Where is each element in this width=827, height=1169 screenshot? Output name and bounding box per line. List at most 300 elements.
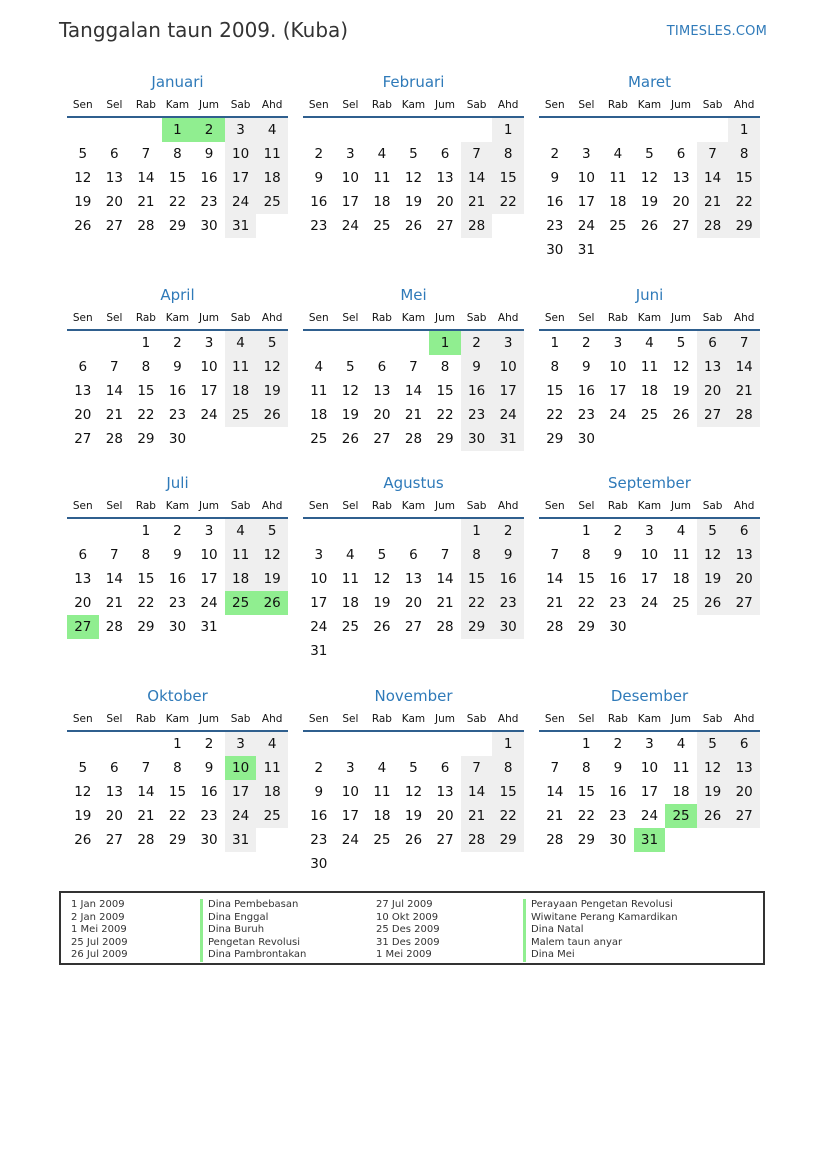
day-cell: 9 — [314, 170, 324, 186]
day-cell: 10 — [341, 784, 359, 800]
empty-cell — [539, 118, 571, 142]
day-cell: 24 — [609, 407, 627, 423]
day-cell: 12 — [256, 543, 288, 567]
day-cell: 18 — [310, 407, 328, 423]
weekday-label: Sen — [72, 713, 93, 725]
day-cell: 10 — [341, 170, 359, 186]
weekday-label: Sel — [106, 312, 123, 324]
weekday-header — [67, 495, 288, 519]
holiday-legend — [59, 891, 765, 965]
day-cell: 14 — [461, 780, 493, 804]
weekday-label: Jum — [199, 500, 220, 512]
day-cell: 31 — [200, 619, 218, 635]
day-cell: 11 — [672, 760, 690, 776]
day-cell: 25 — [640, 407, 659, 423]
day-cell: 5 — [697, 732, 729, 756]
month-name: Juni — [635, 286, 664, 304]
month-april — [67, 285, 288, 451]
holiday-day-cell: 10 — [225, 756, 257, 780]
day-cell: 5 — [377, 547, 387, 563]
day-cell: 22 — [577, 595, 595, 611]
day-cell: 14 — [137, 784, 155, 800]
day-cell: 1 — [728, 118, 760, 142]
day-cell: 14 — [105, 571, 123, 587]
day-cell: 30 — [310, 856, 328, 872]
day-cell: 3 — [225, 732, 257, 756]
weekday-label: Kam — [637, 713, 662, 725]
day-cell: 11 — [341, 571, 359, 587]
weekday-label: Rab — [371, 713, 392, 725]
month-juli — [67, 473, 288, 639]
weekday-label: Jum — [199, 713, 220, 725]
month-name: Agustus — [383, 474, 444, 492]
day-cell: 18 — [609, 194, 627, 210]
day-cell: 26 — [341, 431, 359, 447]
day-cell: 16 — [310, 194, 328, 210]
day-cell: 2 — [173, 523, 182, 539]
day-cell: 6 — [110, 146, 119, 162]
day-cell: 5 — [409, 760, 418, 776]
day-cell: 12 — [256, 355, 288, 379]
weekday-label: Ahd — [261, 500, 283, 512]
day-cell: 1 — [582, 736, 591, 752]
month-name: September — [608, 474, 691, 492]
day-cell: 30 — [609, 832, 627, 848]
weekday-label: Sab — [230, 500, 251, 512]
day-grid — [539, 519, 760, 639]
day-cell: 16 — [168, 383, 187, 399]
day-cell: 13 — [373, 383, 391, 399]
day-cell: 22 — [137, 407, 155, 423]
day-cell: 21 — [137, 808, 155, 824]
weekday-label: Sen — [308, 713, 329, 725]
day-cell: 15 — [137, 571, 155, 587]
day-cell: 10 — [225, 142, 257, 166]
empty-cell — [67, 519, 99, 543]
day-cell: 10 — [200, 547, 218, 563]
day-cell: 23 — [200, 808, 218, 824]
weekday-label: Ahd — [261, 713, 283, 725]
day-cell: 10 — [310, 571, 328, 587]
day-cell: 7 — [141, 146, 151, 162]
day-cell: 13 — [74, 571, 92, 587]
empty-cell — [398, 732, 430, 756]
day-cell: 29 — [168, 832, 187, 848]
day-cell: 22 — [168, 808, 187, 824]
legend-holiday-name: Wiwitane Perang Kamardikan — [523, 912, 678, 925]
day-cell: 2 — [550, 146, 560, 162]
day-cell: 11 — [672, 547, 690, 563]
legend-dates-left — [71, 899, 128, 962]
empty-cell — [539, 732, 571, 756]
day-cell: 8 — [173, 146, 182, 162]
day-cell: 28 — [697, 214, 729, 238]
legend-holiday-name: Dina Pambrontakan — [200, 949, 306, 962]
day-cell: 1 — [492, 118, 524, 142]
month-name: Maret — [627, 73, 672, 91]
day-cell: 11 — [225, 543, 257, 567]
weekday-label: Kam — [165, 312, 190, 324]
day-cell: 20 — [373, 407, 391, 423]
day-cell: 27 — [404, 619, 423, 635]
day-cell: 25 — [373, 832, 391, 848]
day-cell: 22 — [546, 407, 564, 423]
weekday-label: Jum — [671, 713, 692, 725]
day-cell: 16 — [609, 571, 627, 587]
day-cell: 11 — [373, 784, 391, 800]
day-cell: 9 — [173, 547, 182, 563]
day-cell: 12 — [404, 170, 423, 186]
day-cell: 20 — [728, 780, 760, 804]
weekday-header — [539, 495, 760, 519]
weekday-label: Kam — [165, 500, 190, 512]
day-cell: 26 — [74, 832, 92, 848]
day-cell: 20 — [436, 808, 454, 824]
empty-cell — [130, 732, 162, 756]
brand-link[interactable]: TIMESLES.COM — [666, 24, 767, 39]
weekday-header — [303, 94, 524, 118]
day-cell: 1 — [141, 523, 151, 539]
day-cell: 21 — [105, 595, 123, 611]
month-mei — [303, 285, 524, 451]
day-cell: 1 — [461, 519, 493, 543]
day-cell: 10 — [609, 359, 627, 375]
weekday-header — [539, 307, 760, 331]
empty-cell — [67, 732, 99, 756]
day-cell: 20 — [404, 595, 423, 611]
weekday-header — [303, 708, 524, 732]
weekday-label: Ahd — [261, 99, 283, 111]
day-cell: 2 — [173, 335, 182, 351]
day-cell: 12 — [74, 170, 92, 186]
day-cell: 6 — [409, 547, 418, 563]
day-grid — [303, 118, 524, 238]
day-cell: 27 — [436, 218, 454, 234]
legend-date: 31 Des 2009 — [376, 936, 440, 948]
day-cell: 30 — [461, 427, 493, 451]
empty-cell — [67, 118, 99, 142]
legend-date: 27 Jul 2009 — [376, 899, 433, 910]
day-cell: 3 — [225, 118, 257, 142]
legend-date: 1 Mei 2009 — [71, 924, 127, 935]
day-cell: 11 — [256, 756, 288, 780]
day-cell: 31 — [577, 242, 595, 258]
weekday-label: Jum — [199, 99, 220, 111]
weekday-label: Ahd — [497, 99, 519, 111]
weekday-label: Ahd — [497, 713, 519, 725]
day-cell: 19 — [672, 383, 690, 399]
weekday-label: Rab — [135, 500, 156, 512]
day-cell: 30 — [168, 619, 187, 635]
weekday-label: Rab — [607, 713, 628, 725]
day-cell: 18 — [640, 383, 659, 399]
day-cell: 28 — [137, 218, 155, 234]
weekday-label: Sen — [72, 500, 93, 512]
month-juni — [539, 285, 760, 451]
day-cell: 17 — [609, 383, 627, 399]
weekday-label: Sab — [702, 500, 723, 512]
day-cell: 26 — [373, 619, 391, 635]
day-cell: 26 — [672, 407, 690, 423]
weekday-header — [539, 708, 760, 732]
day-cell: 19 — [640, 194, 659, 210]
day-cell: 26 — [640, 218, 659, 234]
day-cell: 1 — [492, 732, 524, 756]
empty-cell — [571, 118, 603, 142]
day-cell: 22 — [492, 804, 524, 828]
day-cell: 15 — [168, 170, 187, 186]
day-cell: 17 — [225, 166, 257, 190]
empty-cell — [634, 118, 666, 142]
day-cell: 6 — [728, 519, 760, 543]
day-cell: 3 — [492, 331, 524, 355]
weekday-label: Kam — [637, 500, 662, 512]
weekday-label: Kam — [401, 713, 426, 725]
day-cell: 16 — [609, 784, 627, 800]
day-cell: 4 — [676, 736, 686, 752]
day-cell: 27 — [105, 218, 123, 234]
day-cell: 24 — [577, 218, 595, 234]
day-cell: 15 — [577, 571, 595, 587]
day-cell: 8 — [440, 359, 450, 375]
weekday-label: Sab — [702, 99, 723, 111]
day-cell: 17 — [492, 379, 524, 403]
day-cell: 20 — [728, 567, 760, 591]
weekday-label: Sel — [106, 713, 123, 725]
day-cell: 29 — [577, 832, 595, 848]
day-cell: 8 — [582, 760, 591, 776]
day-cell: 23 — [310, 218, 328, 234]
weekday-label: Kam — [401, 99, 426, 111]
day-cell: 9 — [173, 359, 182, 375]
day-cell: 2 — [314, 146, 324, 162]
day-grid — [539, 118, 760, 262]
day-cell: 31 — [492, 427, 524, 451]
day-cell: 15 — [461, 567, 493, 591]
day-cell: 17 — [200, 571, 218, 587]
day-cell: 30 — [200, 218, 218, 234]
weekday-label: Rab — [607, 500, 628, 512]
day-cell: 19 — [74, 808, 92, 824]
day-cell: 16 — [577, 383, 595, 399]
weekday-label: Sen — [308, 500, 329, 512]
day-cell: 28 — [105, 431, 123, 447]
day-cell: 6 — [728, 732, 760, 756]
legend-date: 10 Okt 2009 — [376, 911, 439, 923]
weekday-label: Jum — [435, 99, 456, 111]
day-cell: 27 — [697, 403, 729, 427]
day-cell: 3 — [645, 736, 654, 752]
day-cell: 24 — [200, 407, 218, 423]
legend-date: 1 Mei 2009 — [376, 949, 432, 960]
month-november — [303, 686, 524, 876]
month-name: Februari — [382, 73, 445, 91]
day-cell: 23 — [461, 403, 493, 427]
day-cell: 21 — [105, 407, 123, 423]
day-cell: 7 — [461, 756, 493, 780]
day-cell: 16 — [200, 784, 218, 800]
weekday-label: Ahd — [733, 500, 755, 512]
day-cell: 25 — [341, 619, 359, 635]
day-cell: 16 — [168, 571, 187, 587]
day-cell: 22 — [728, 190, 760, 214]
legend-holiday-name: Dina Pembebasan — [200, 899, 306, 912]
day-cell: 23 — [310, 832, 328, 848]
day-cell: 20 — [697, 379, 729, 403]
day-cell: 9 — [204, 146, 214, 162]
empty-cell — [602, 118, 634, 142]
day-cell: 22 — [168, 194, 187, 210]
weekday-label: Jum — [671, 500, 692, 512]
weekday-label: Kam — [165, 99, 190, 111]
day-cell: 10 — [492, 355, 524, 379]
empty-cell — [366, 519, 398, 543]
day-cell: 21 — [697, 190, 729, 214]
month-agustus — [303, 473, 524, 663]
day-cell: 20 — [105, 808, 123, 824]
weekday-label: Ahd — [497, 312, 519, 324]
legend-names-left — [200, 899, 306, 962]
day-cell: 16 — [310, 808, 328, 824]
empty-cell — [99, 732, 131, 756]
day-cell: 26 — [697, 804, 729, 828]
month-name: April — [160, 286, 195, 304]
month-name: Januari — [151, 73, 204, 91]
day-cell: 28 — [436, 619, 454, 635]
day-cell: 29 — [137, 431, 155, 447]
day-cell: 22 — [492, 190, 524, 214]
day-cell: 30 — [577, 431, 595, 447]
empty-cell — [99, 118, 131, 142]
legend-date: 25 Jul 2009 — [71, 936, 128, 948]
day-cell: 18 — [672, 784, 690, 800]
day-cell: 17 — [200, 383, 218, 399]
day-cell: 11 — [256, 142, 288, 166]
empty-cell — [335, 519, 367, 543]
weekday-label: Sel — [578, 99, 595, 111]
day-cell: 5 — [645, 146, 654, 162]
day-cell: 25 — [609, 218, 627, 234]
day-cell: 18 — [225, 567, 257, 591]
day-cell: 4 — [346, 547, 355, 563]
day-cell: 5 — [256, 331, 288, 355]
day-cell: 5 — [346, 359, 355, 375]
day-cell: 17 — [341, 194, 359, 210]
day-cell: 10 — [577, 170, 595, 186]
day-cell: 7 — [110, 359, 119, 375]
day-grid — [303, 331, 524, 451]
day-cell: 27 — [105, 832, 123, 848]
day-cell: 4 — [225, 331, 257, 355]
day-cell: 25 — [672, 595, 690, 611]
day-cell: 29 — [137, 619, 155, 635]
day-cell: 7 — [461, 142, 493, 166]
weekday-label: Sel — [342, 312, 359, 324]
day-cell: 18 — [373, 808, 391, 824]
day-cell: 6 — [78, 359, 88, 375]
day-cell: 22 — [436, 407, 454, 423]
weekday-label: Kam — [637, 312, 662, 324]
day-cell: 12 — [373, 571, 391, 587]
month-name: Mei — [400, 286, 427, 304]
day-cell: 19 — [373, 595, 391, 611]
day-cell: 5 — [697, 519, 729, 543]
day-cell: 29 — [168, 218, 187, 234]
day-cell: 3 — [645, 523, 654, 539]
day-cell: 19 — [341, 407, 359, 423]
empty-cell — [398, 519, 430, 543]
month-januari — [67, 72, 288, 238]
day-cell: 4 — [377, 146, 387, 162]
day-cell: 2 — [204, 736, 214, 752]
day-cell: 28 — [546, 832, 564, 848]
day-cell: 1 — [582, 523, 591, 539]
day-cell: 20 — [74, 407, 92, 423]
day-cell: 17 — [640, 571, 659, 587]
weekday-label: Kam — [165, 713, 190, 725]
day-cell: 13 — [697, 355, 729, 379]
weekday-label: Sab — [702, 713, 723, 725]
empty-cell — [398, 331, 430, 355]
day-cell: 13 — [105, 784, 123, 800]
day-cell: 8 — [492, 142, 524, 166]
weekday-label: Ahd — [497, 500, 519, 512]
day-cell: 29 — [492, 828, 524, 852]
day-cell: 9 — [613, 547, 623, 563]
day-cell: 16 — [546, 194, 564, 210]
empty-cell — [697, 118, 729, 142]
day-cell: 15 — [492, 780, 524, 804]
day-cell: 2 — [461, 331, 493, 355]
day-cell: 4 — [225, 519, 257, 543]
empty-cell — [130, 118, 162, 142]
empty-cell — [335, 732, 367, 756]
day-cell: 4 — [256, 118, 288, 142]
weekday-header — [67, 307, 288, 331]
day-cell: 12 — [404, 784, 423, 800]
weekday-label: Sab — [230, 713, 251, 725]
legend-holiday-name: Dina Buruh — [200, 924, 306, 937]
day-cell: 11 — [640, 359, 659, 375]
empty-cell — [303, 732, 335, 756]
weekday-label: Sen — [544, 500, 565, 512]
empty-cell — [461, 118, 493, 142]
empty-cell — [429, 118, 461, 142]
day-cell: 25 — [256, 190, 288, 214]
day-cell: 23 — [577, 407, 595, 423]
day-grid — [67, 331, 288, 451]
day-cell: 15 — [436, 383, 454, 399]
day-grid — [67, 519, 288, 639]
day-cell: 19 — [404, 194, 423, 210]
page-title: Tanggalan taun 2009. (Kuba) — [59, 18, 349, 42]
day-cell: 19 — [697, 567, 729, 591]
weekday-label: Sel — [342, 99, 359, 111]
day-cell: 23 — [168, 407, 187, 423]
weekday-label: Rab — [371, 500, 392, 512]
day-cell: 1 — [141, 335, 151, 351]
day-cell: 3 — [613, 335, 623, 351]
day-cell: 13 — [728, 756, 760, 780]
empty-cell — [99, 331, 131, 355]
day-cell: 5 — [676, 335, 686, 351]
day-cell: 28 — [137, 832, 155, 848]
day-grid — [67, 732, 288, 852]
weekday-label: Sab — [466, 312, 487, 324]
day-cell: 11 — [609, 170, 627, 186]
empty-cell — [429, 732, 461, 756]
weekday-header — [67, 708, 288, 732]
